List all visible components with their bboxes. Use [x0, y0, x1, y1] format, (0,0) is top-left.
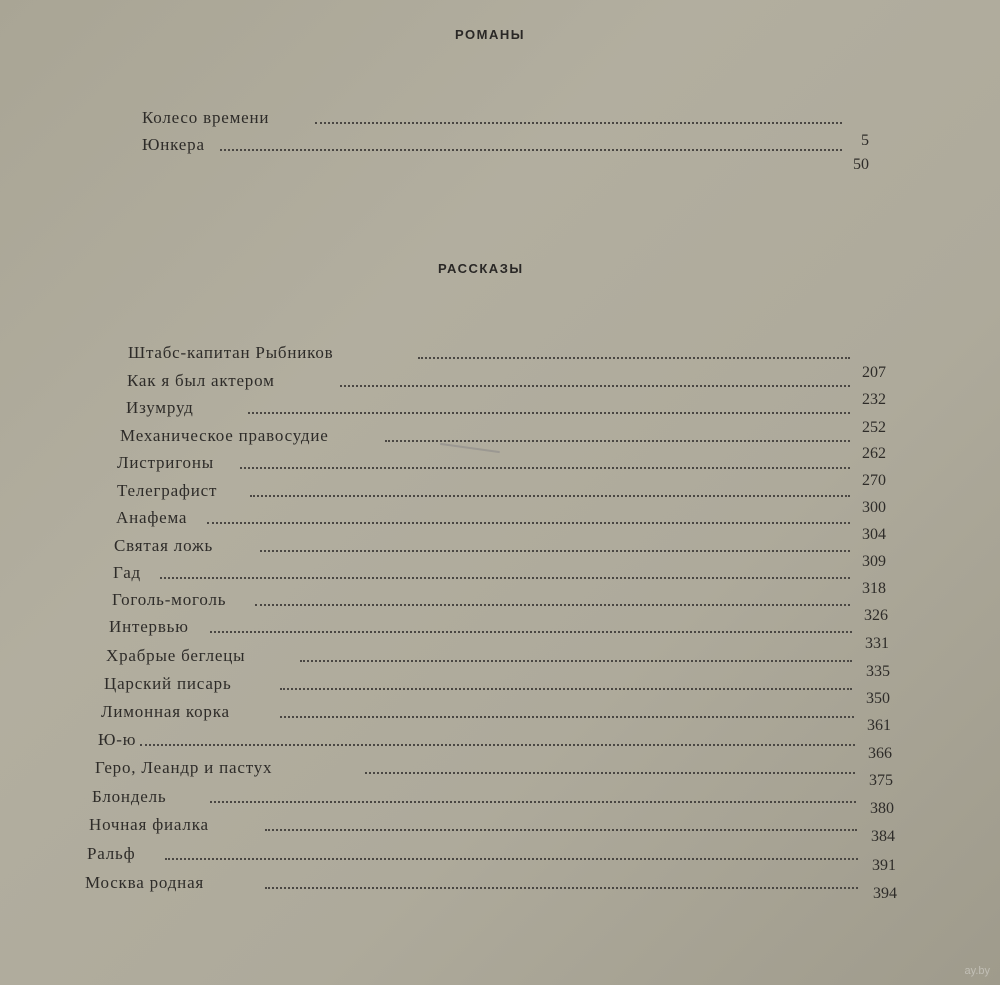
section-title-stories: РАССКАЗЫ: [438, 261, 524, 276]
toc-title: Изумруд: [126, 398, 194, 417]
toc-page-number: 270: [862, 472, 886, 489]
dot-leader: [210, 627, 852, 633]
toc-page-number: 331: [865, 635, 889, 652]
toc-title: Москва родная: [85, 873, 205, 892]
toc-title: Ночная фиалка: [89, 815, 209, 834]
dot-leader: [265, 883, 858, 889]
dot-leader: [315, 118, 842, 124]
toc-title: Ральф: [87, 844, 136, 863]
toc-page-number: 350: [866, 690, 890, 707]
toc-page-number: 361: [867, 717, 891, 734]
toc-page-number: 207: [862, 364, 886, 381]
toc-title: Юнкера: [142, 135, 205, 154]
toc-page-number: 326: [864, 607, 888, 624]
dot-leader: [140, 740, 855, 746]
dot-leader: [210, 797, 856, 803]
toc-page-number: 5: [861, 132, 869, 149]
toc-title: Геро, Леандр и пастух: [95, 758, 273, 777]
dot-leader: [265, 825, 857, 831]
toc-title: Колесо времени: [142, 108, 270, 127]
dot-leader: [280, 712, 854, 718]
toc-title: Гад: [113, 563, 141, 582]
pencil-mark: [440, 443, 500, 453]
dot-leader: [365, 768, 855, 774]
dot-leader: [280, 684, 852, 690]
dot-leader: [248, 408, 850, 414]
toc-title: Телеграфист: [117, 481, 218, 500]
dot-leader: [300, 656, 852, 662]
toc-page-number: 318: [862, 580, 886, 597]
toc-page-number: 304: [862, 526, 886, 543]
toc-page-number: 50: [853, 156, 869, 173]
toc-page-number: 391: [872, 857, 896, 874]
toc-title: Механическое правосудие: [120, 426, 329, 445]
toc-title: Храбрые беглецы: [106, 646, 246, 665]
toc-page-number: 262: [862, 445, 886, 462]
toc-page-number: 366: [868, 745, 892, 762]
toc-page-number: 300: [862, 499, 886, 516]
toc-page-number: 309: [862, 553, 886, 570]
dot-leader: [385, 436, 850, 442]
toc-title: Листригоны: [117, 453, 214, 472]
dot-leader: [418, 353, 850, 359]
toc-title: Интервью: [109, 617, 189, 636]
toc-page-number: 252: [862, 419, 886, 436]
dot-leader: [255, 600, 850, 606]
toc-title: Анафема: [116, 508, 188, 527]
toc-title: Блондель: [92, 787, 167, 806]
toc-title: Лимонная корка: [101, 702, 230, 721]
dot-leader: [250, 491, 850, 497]
section-title-novels: РОМАНЫ: [455, 27, 525, 42]
toc-page-number: 375: [869, 772, 893, 789]
toc-page-number: 232: [862, 391, 886, 408]
toc-title: Штабс-капитан Рыбников: [128, 343, 334, 362]
toc-page-number: 380: [870, 800, 894, 817]
dot-leader: [260, 546, 850, 552]
dot-leader: [165, 854, 858, 860]
toc-page-number: 394: [873, 885, 897, 902]
dot-leader: [160, 573, 850, 579]
toc-title: Как я был актером: [127, 371, 275, 390]
dot-leader: [220, 145, 842, 151]
toc-title: Царский писарь: [104, 674, 232, 693]
dot-leader: [207, 518, 850, 524]
toc-page-number: 335: [866, 663, 890, 680]
toc-page-number: 384: [871, 828, 895, 845]
watermark: ay.by: [964, 965, 990, 977]
toc-title: Гоголь-моголь: [112, 590, 227, 609]
dot-leader: [240, 463, 850, 469]
toc-title: Ю-ю: [98, 730, 137, 749]
dot-leader: [340, 381, 850, 387]
toc-title: Святая ложь: [114, 536, 214, 555]
